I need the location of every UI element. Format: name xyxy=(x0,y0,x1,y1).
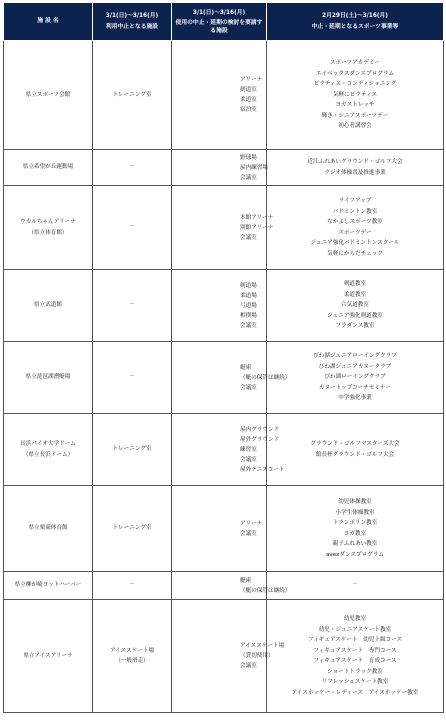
closed-facility-cell xyxy=(93,150,172,186)
facility-name-cell-line: 県立スポーツ会館 xyxy=(25,91,71,98)
review-facility-cell xyxy=(172,414,285,486)
facility-name-cell xyxy=(4,414,93,486)
review-facility-cell-line: 柔道場 xyxy=(240,292,257,299)
cancelled-event-cell-line: グラウンド・ゴルフマスターズ大会 xyxy=(310,441,400,447)
cancelled-event-cell xyxy=(267,150,444,186)
closed-facility-cell xyxy=(93,186,172,270)
header-review-facilities xyxy=(172,3,267,41)
closed-facility-cell xyxy=(93,600,172,713)
cancelled-event-cell-line: ライフアップ xyxy=(338,198,372,204)
cancelled-event-cell-line: アイスホッケー・レディース アイスホッケー教室 xyxy=(291,689,419,696)
closed-facility-cell-line: － xyxy=(129,224,135,231)
cancelled-event-cell-line: びわ湖ジュニアローイングクラブ xyxy=(313,353,397,360)
header-review-label: 使用の中止・延期の検討を要請する施設 xyxy=(175,20,263,34)
cancelled-event-cell-line: － xyxy=(352,582,358,589)
table-row xyxy=(4,600,444,713)
cancelled-event-cell-line: 幼児体操教室 xyxy=(338,499,372,505)
table-row xyxy=(4,186,444,270)
table-row xyxy=(4,414,444,486)
cancelled-event-cell-line: カヌートップコーチセミナー xyxy=(318,384,392,391)
closed-facility-cell-line: （一般滑走） xyxy=(115,658,149,664)
cancelled-event-cell-line: スポーツアカデミー xyxy=(329,60,381,67)
review-facility-cell xyxy=(172,486,267,572)
header-review-date: 3/1(日)～3/16(月) xyxy=(192,10,246,16)
cancelled-event-cell-line: ショートトラック教室 xyxy=(327,668,383,675)
cancelled-event-cell-line: リフレッシュスケート教室 xyxy=(321,679,389,685)
cancelled-event-cell-line: フィギュアスケート 幼児上級コース xyxy=(307,637,403,643)
review-facility-cell-line: 別館アリーナ xyxy=(240,224,274,231)
closed-facility-cell xyxy=(93,41,172,150)
table-row xyxy=(4,41,444,150)
facility-name-cell xyxy=(4,41,93,150)
facility-name-cell xyxy=(4,600,93,713)
review-facility-cell-line: 会議室 xyxy=(240,663,257,669)
table-row xyxy=(4,486,444,572)
cancelled-event-cell-line: 幼児・ジュニアスケート教室 xyxy=(318,626,392,633)
cancelled-event-cell-line: なかよしスポーツ教室 xyxy=(327,219,383,225)
review-facility-cell-line: 会議室 xyxy=(240,234,257,241)
review-facility-cell xyxy=(172,342,291,414)
cancelled-event-cell-line: 小学生体操教室 xyxy=(335,509,375,516)
header-closed-date: 3/1(日)～3/16(月) xyxy=(105,12,159,19)
cancelled-event-cell-line: 中学強化事業 xyxy=(338,395,372,402)
facility-name-cell-line: 県立栗東体育館 xyxy=(28,525,68,532)
closed-facility-cell-line: － xyxy=(129,582,135,589)
review-facility-cell-line: 剣道室 xyxy=(240,87,257,93)
facility-table-container xyxy=(3,2,443,713)
review-facility-cell-line: 柔道室 xyxy=(240,97,257,103)
cancelled-event-cell-line: ピラティス・コンディショニング xyxy=(313,81,397,88)
review-facility-cell-line: 会議室 xyxy=(240,530,257,537)
cancelled-event-cell-line: 気軽にピラティス xyxy=(332,91,378,98)
cancelled-event-cell-line: バドミントン教室 xyxy=(332,208,378,215)
review-facility-cell-line: 艇庫 xyxy=(240,364,252,371)
cancelled-event-cell-line: ラジオ体操普及推進事業 xyxy=(324,169,386,176)
header-closed-label: 利用中止となる施設 xyxy=(105,23,159,30)
facility-name-cell xyxy=(4,342,93,414)
review-facility-cell-line: （艇の保管は継続） xyxy=(240,374,291,381)
review-facility-cell-line: 屋内練習場 xyxy=(240,164,268,171)
review-facility-cell-line: 弓道場 xyxy=(240,302,257,309)
cancelled-event-cell xyxy=(267,572,444,600)
cancelled-event-cell-line: avexダンスプログラム xyxy=(326,551,384,558)
facility-name-cell-line: （県立体育館） xyxy=(28,229,68,236)
review-facility-cell-line: 剣道場 xyxy=(240,282,257,289)
table-row xyxy=(4,572,444,600)
cancelled-event-cell xyxy=(267,600,444,713)
closed-facility-cell-line: トレーニング室 xyxy=(112,91,152,98)
cancelled-event-cell-line: スポーツデー xyxy=(338,229,372,236)
closed-facility-cell xyxy=(93,342,172,414)
facility-name-cell-line: 県立柳が崎ヨットハーバー xyxy=(14,582,82,589)
cancelled-event-cell-line: ジュニア強化バドミントンスクール xyxy=(310,240,400,246)
table-body xyxy=(4,41,444,713)
review-facility-cell-line: 宿泊室 xyxy=(240,107,257,113)
review-facility-cell xyxy=(172,41,267,150)
cancelled-event-cell-line: びわ湖ジュニアカヌークラブ xyxy=(318,363,392,370)
cancelled-event-cell-line: フラダンス教室 xyxy=(335,323,375,330)
cancelled-event-cell-line: 館長杯グラウンド・ゴルフ大会 xyxy=(315,451,395,458)
review-facility-cell-line: 相撲場 xyxy=(240,312,257,319)
review-facility-cell-line: （貸切使用） xyxy=(240,653,274,659)
cancelled-event-cell-line: 気軽にからだチェック xyxy=(327,250,383,257)
header-events-date: 2月29日(土)～3/16(月) xyxy=(322,12,388,19)
review-facility-cell-line: （艇の保管は継続） xyxy=(240,587,291,594)
closed-facility-cell-line: － xyxy=(129,374,135,381)
review-facility-cell-line: 会議室 xyxy=(240,174,257,181)
cancelled-event-cell-line: エイベックスダンスプログラム xyxy=(315,70,395,77)
closed-facility-cell-line: － xyxy=(129,164,135,171)
review-facility-cell-line: 会議室 xyxy=(240,384,257,391)
table-row xyxy=(4,270,444,342)
cancelled-event-cell-line: ヨガストレッチ xyxy=(335,102,375,109)
cancelled-event-cell-line: フィギュアスケート 育成コース xyxy=(313,658,397,664)
closed-facility-cell xyxy=(93,486,172,572)
table-header-row xyxy=(4,3,444,41)
facility-name-cell-line: 県立武道館 xyxy=(34,302,62,309)
cancelled-event-cell-line: 輝き・シニアスポーツデー xyxy=(321,112,389,119)
closed-facility-cell xyxy=(93,270,172,342)
review-facility-cell-line: 艇庫 xyxy=(240,577,252,584)
cancelled-event-cell-line: 合気道教室 xyxy=(341,302,369,309)
review-facility-cell-line: アリーナ xyxy=(240,77,263,83)
facility-name-cell xyxy=(4,150,93,186)
cancelled-event-cell xyxy=(267,486,444,572)
cancelled-event-cell-line: フィギュアスケート 専門コース xyxy=(313,647,397,654)
facility-name-cell xyxy=(4,572,93,600)
facility-table xyxy=(3,2,444,713)
review-facility-cell-line: 屋外グラウンド xyxy=(240,436,280,443)
review-facility-cell xyxy=(172,186,274,270)
facility-name-cell xyxy=(4,486,93,572)
cancelled-event-cell-line: 幼児教室 xyxy=(343,616,367,622)
header-events-label: 中止・延期となるスポーツ事業等 xyxy=(311,23,399,30)
facility-name-cell-line: 県立琵琶湖漕艇場 xyxy=(25,374,71,381)
review-facility-cell-line: 屋内グラウンド xyxy=(240,426,280,433)
cancelled-event-cell-line: 初心者講習会 xyxy=(338,123,372,130)
table-row xyxy=(4,342,444,414)
cancelled-event-cell-line: 親子ふれあい教室 xyxy=(332,541,378,547)
closed-facility-cell-line: トレーニング室 xyxy=(112,525,152,532)
review-facility-cell xyxy=(172,270,267,342)
closed-facility-cell-line: アイススケート場 xyxy=(109,647,155,654)
facility-name-cell-line: 県立希望が丘運動場 xyxy=(22,164,74,171)
facility-name-cell-line: ウカルちゃんアリーナ xyxy=(20,219,76,225)
cancelled-event-cell-line: 柔道教室 xyxy=(343,291,367,298)
header-cancelled-events xyxy=(267,3,444,41)
closed-facility-cell-line: － xyxy=(129,302,135,309)
cancelled-event-cell-line: 剣道教室 xyxy=(343,281,367,288)
review-facility-cell-line: アイススケート場 xyxy=(240,643,285,649)
cancelled-event-cell xyxy=(267,342,444,414)
closed-facility-cell xyxy=(93,572,172,600)
review-facility-cell-line: 会議室 xyxy=(240,322,257,329)
cancelled-event-cell xyxy=(267,270,444,342)
cancelled-event-cell-line: トランポリン教室 xyxy=(332,520,378,526)
header-facility-name: 施 設 名 xyxy=(4,3,93,41)
facility-name-cell xyxy=(4,270,93,342)
review-facility-cell xyxy=(172,600,285,713)
review-facility-cell xyxy=(172,150,267,186)
cancelled-event-cell-line: びわ湖ローイングクラブ xyxy=(324,374,386,381)
review-facility-cell-line: 練習室 xyxy=(240,446,257,453)
cancelled-event-cell-line: 近江ふれあいグラウンド・ゴルフ大会 xyxy=(307,159,403,165)
cancelled-event-cell xyxy=(267,41,444,150)
cancelled-event-cell xyxy=(267,414,444,486)
review-facility-cell-line: アリーナ xyxy=(240,520,263,527)
table-row xyxy=(4,150,444,186)
review-facility-cell-line: 本館アリーナ xyxy=(240,214,274,221)
closed-facility-cell xyxy=(93,414,172,486)
review-facility-cell-line: 会議室 xyxy=(240,456,257,463)
header-closed-facilities xyxy=(93,3,172,41)
closed-facility-cell-line: トレーニング室 xyxy=(112,446,152,453)
facility-name-cell-line: 県立アイスアリーナ xyxy=(23,652,73,659)
review-facility-cell-line: 屋外テニスコート xyxy=(240,466,285,473)
facility-name-cell xyxy=(4,186,93,270)
review-facility-cell xyxy=(172,572,291,600)
cancelled-event-cell xyxy=(267,186,444,270)
facility-name-cell-line: 長浜バイオ大学ドーム xyxy=(20,441,76,447)
review-facility-cell-line: 野球場 xyxy=(240,154,257,161)
cancelled-event-cell-line: ヨガ教室 xyxy=(343,530,367,537)
cancelled-event-cell-line: ジュニア強化剣道教室 xyxy=(327,312,383,319)
facility-name-cell-line: （県立長浜ドーム） xyxy=(22,451,74,458)
